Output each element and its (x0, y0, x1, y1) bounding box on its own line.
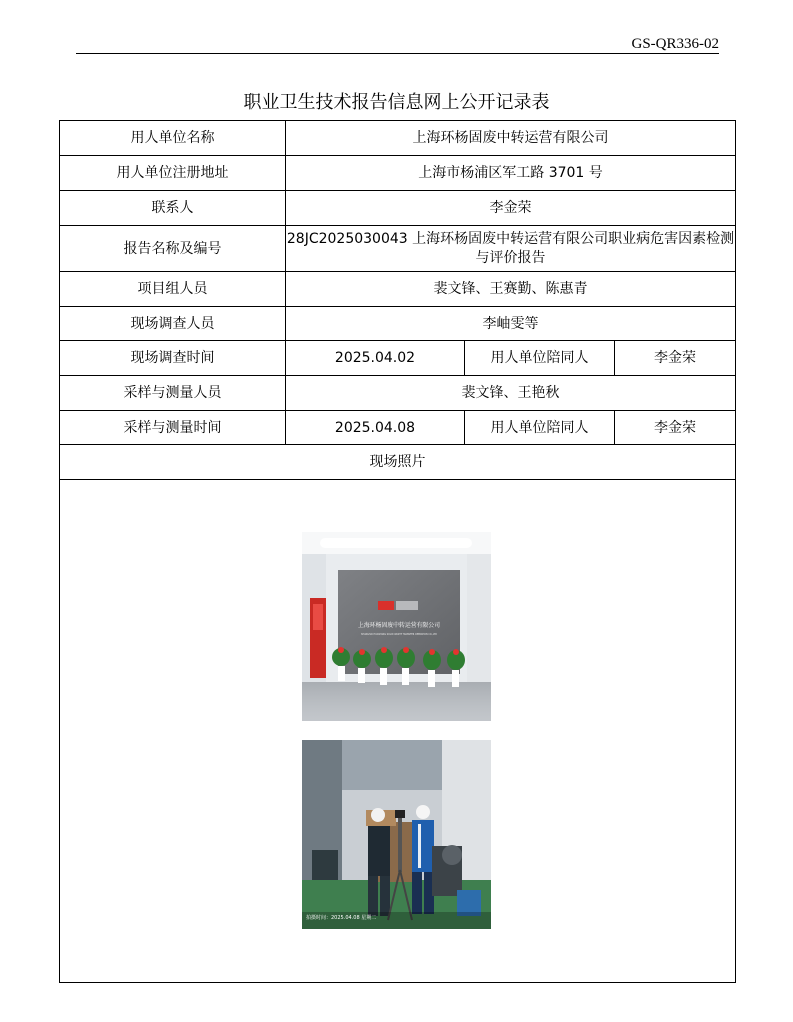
address-label: 用人单位注册地址 (60, 156, 286, 191)
survey-companion-value: 李金荣 (615, 341, 736, 376)
photos-cell (60, 480, 736, 983)
photos-label: 现场照片 (60, 445, 736, 480)
row-survey-staff (60, 307, 736, 341)
sign-english: SHANGHAI HUANYANG SOLID WASTE TRANSFER OPERATION CO.,LTD (361, 632, 438, 636)
sampling-staff-value: 裴文锋、王艳秋 (286, 376, 736, 411)
row-employer-name (60, 121, 736, 156)
report-label: 报告名称及编号 (60, 226, 286, 272)
record-table (59, 120, 736, 983)
row-team (60, 272, 736, 307)
row-sampling-time (60, 411, 736, 445)
row-photos-header (60, 445, 736, 480)
contact-value: 李金荣 (286, 191, 736, 226)
row-address (60, 156, 736, 191)
sampling-time-label: 采样与测量时间 (60, 411, 286, 445)
report-value: 28JC2025030043 上海环杨固废中转运营有限公司职业病危害因素检测与评价报告 (286, 226, 736, 272)
survey-time-label: 现场调查时间 (60, 341, 286, 376)
sampling-time-value: 2025.04.08 (286, 411, 465, 445)
row-report (60, 226, 736, 272)
survey-staff-value: 李岫雯等 (286, 307, 736, 341)
address-value: 上海市杨浦区军工路 3701 号 (286, 156, 736, 191)
row-photos (60, 480, 736, 983)
row-sampling-staff (60, 376, 736, 411)
team-label: 项目组人员 (60, 272, 286, 307)
sign-chinese: 上海环杨固废中转运营有限公司 (358, 622, 445, 629)
contact-label: 联系人 (60, 191, 286, 226)
sampling-staff-label: 采样与测量人员 (60, 376, 286, 411)
employer-name-label: 用人单位名称 (60, 121, 286, 156)
sampling-companion-value: 李金荣 (615, 411, 736, 445)
employer-name-value: 上海环杨固废中转运营有限公司 (286, 121, 736, 156)
survey-time-value: 2025.04.02 (286, 341, 465, 376)
header-rule (76, 53, 719, 54)
site-photo-sampling (302, 740, 491, 929)
team-value: 裴文锋、王赛勤、陈惠青 (286, 272, 736, 307)
sampling-companion-label: 用人单位陪同人 (465, 411, 615, 445)
survey-companion-label: 用人单位陪同人 (465, 341, 615, 376)
site-photo-lobby (302, 532, 491, 721)
document-title: 职业卫生技术报告信息网上公开记录表 (243, 92, 550, 113)
row-contact (60, 191, 736, 226)
photo-timestamp: 拍摄时间：2025.04.08 星期二 (306, 915, 377, 921)
row-survey-time (60, 341, 736, 376)
document-code: GS-QR336-02 (631, 36, 719, 52)
survey-staff-label: 现场调查人员 (60, 307, 286, 341)
